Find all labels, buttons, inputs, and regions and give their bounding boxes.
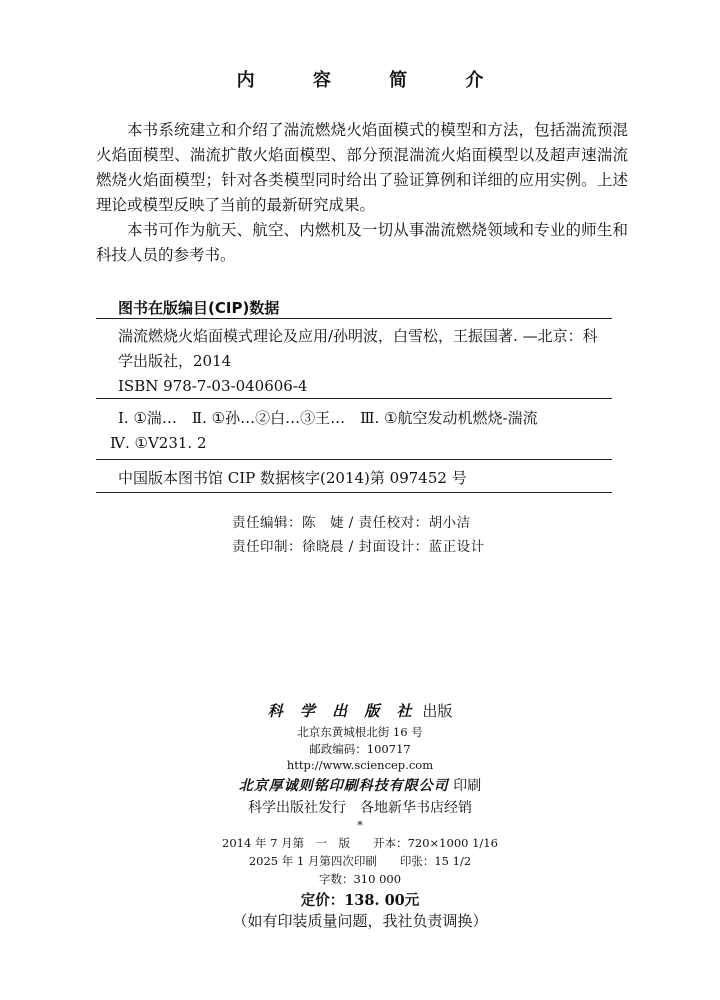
publisher-name: 科 学 出 版 社 [267, 702, 418, 720]
intro-section [96, 118, 628, 268]
reprint-line: 2025 年 1 月第四次印刷 印张：15 1/2 [248, 854, 472, 868]
publisher-line [0, 700, 720, 721]
cip-heading: 图书在版编目(CIP)数据 [118, 299, 280, 317]
publisher-website: http://www.sciencep.com [286, 758, 434, 772]
page-title: 内 容 简 介 [236, 70, 510, 91]
publisher-role: 出版 [422, 702, 453, 720]
cip-bottom-rule [96, 492, 612, 493]
printer-name: 北京厚诚则铭印刷科技有限公司 [238, 778, 449, 794]
cip-classification: Ⅰ. ①湍… Ⅱ. ①孙…②白…③王… Ⅲ. ①航空发动机燃烧-湍流 [118, 409, 538, 427]
word-count: 字数：310 000 [318, 872, 402, 886]
cip-divider [96, 459, 612, 460]
price: 定价：138. 00元 [300, 892, 420, 909]
intro-paragraph: 本书可作为航天、航空、内燃机及一切从事湍流燃烧领域和专业的师生和科技人员的参考书。 [96, 221, 628, 264]
editor-credits: 责任编辑：陈 婕 / 责任校对：胡小洁 [232, 515, 471, 531]
intro-paragraph: 本书系统建立和介绍了湍流燃烧火焰面模式的模型和方法，包括湍流预混火焰面模型、湍流扩散火焰面模型、部分预混湍流火焰面模型以及超声速湍流燃烧火焰面模型；针对各类模型同时给出了验证算例和详细的应用实例。上述理论或模型反映了当前的最新研究成果。 [96, 121, 628, 214]
cip-isbn: ISBN 978-7-03-040606-4 [118, 377, 308, 395]
edition-line: 2014 年 7 月第 一 版 开本：720×1000 1/16 [222, 836, 498, 850]
cip-classification-code: Ⅳ. ①V231. 2 [110, 434, 207, 452]
cip-verification: 中国版本图书馆 CIP 数据核字(2014)第 097452 号 [118, 469, 467, 487]
publisher-postcode: 邮政编码：100717 [309, 742, 411, 756]
cip-top-rule [96, 318, 612, 319]
separator-star: * [357, 818, 363, 832]
cip-record: 湍流燃烧火焰面模式理论及应用/孙明波，白雪松，王振国著. —北京：科学出版社，2014 [118, 327, 598, 370]
printer-role: 印刷 [453, 778, 482, 794]
production-credits: 责任印制：徐晓晨 / 封面设计：蓝正设计 [232, 539, 485, 555]
publisher-address: 北京东黄城根北街 16 号 [297, 725, 423, 739]
printer-line [0, 775, 720, 795]
cip-divider [96, 398, 612, 399]
quality-notice: （如有印装质量问题，我社负责调换） [232, 912, 488, 930]
distribution-line: 科学出版社发行 各地新华书店经销 [248, 800, 472, 816]
